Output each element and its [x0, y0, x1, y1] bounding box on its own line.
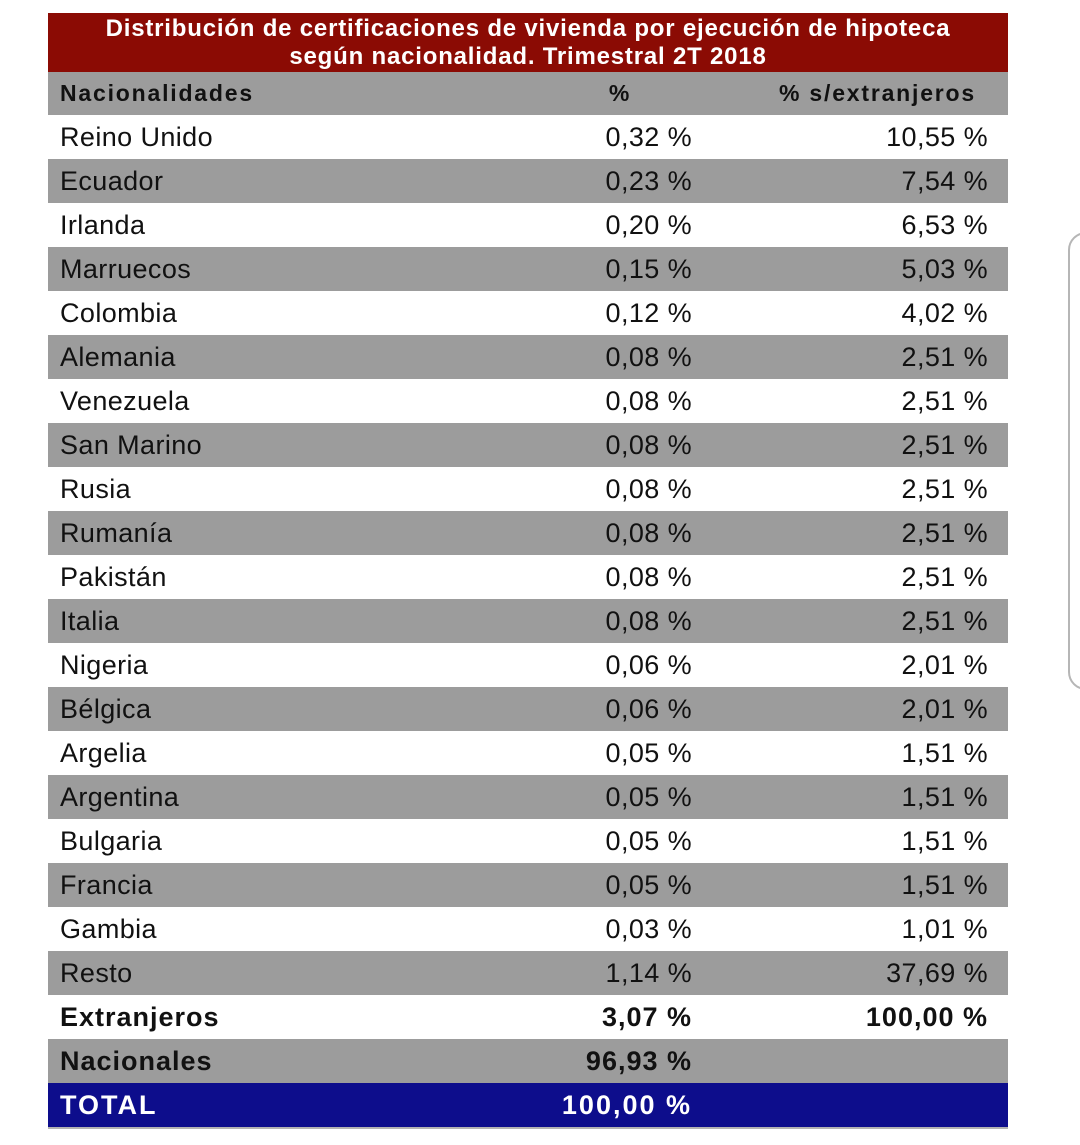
nationality-cell: Ecuador [60, 165, 164, 196]
nationality-cell: Resto [60, 957, 133, 988]
table-row [48, 819, 1008, 863]
nationality-cell: Alemania [60, 341, 176, 372]
pct-extranjeros-cell: 1,51 % [901, 825, 988, 856]
pct-extranjeros-cell: 6,53 % [901, 209, 988, 240]
pct-extranjeros-cell: 1,51 % [901, 869, 988, 900]
nationality-cell: Extranjeros [60, 1001, 220, 1032]
nationality-cell: TOTAL [60, 1089, 158, 1120]
pct-cell: 0,08 % [605, 341, 692, 372]
table-row [48, 379, 1008, 423]
pct-extranjeros-cell: 100,00 % [865, 1001, 988, 1032]
pct-cell: 0,06 % [605, 649, 692, 680]
pct-cell: 0,05 % [605, 825, 692, 856]
table-body [48, 115, 1008, 1129]
table-header-row [48, 72, 1008, 115]
table-row [48, 511, 1008, 555]
pct-cell: 0,32 % [605, 121, 692, 152]
nationality-cell: Nigeria [60, 649, 149, 680]
table-row [48, 995, 1008, 1039]
pct-cell: 100,00 % [561, 1089, 692, 1120]
nationality-cell: Pakistán [60, 561, 167, 592]
pct-extranjeros-cell: 2,01 % [901, 649, 988, 680]
nationality-cell: Rumanía [60, 517, 173, 548]
column-header-pct-extranjeros: % s/extranjeros [778, 80, 976, 106]
pct-cell: 0,08 % [605, 429, 692, 460]
nationality-cell: Francia [60, 869, 153, 900]
nationality-table [48, 13, 1008, 1129]
pct-extranjeros-cell: 2,51 % [901, 341, 988, 372]
pct-cell: 0,05 % [605, 869, 692, 900]
nationality-cell: Bélgica [60, 693, 152, 724]
nationality-cell: Argentina [60, 781, 180, 812]
pct-extranjeros-cell: 5,03 % [901, 253, 988, 284]
pct-extranjeros-cell: 2,51 % [901, 429, 988, 460]
pct-extranjeros-cell: 37,69 % [886, 957, 988, 988]
nationality-cell: Irlanda [60, 209, 146, 240]
nationality-cell: Marruecos [60, 253, 192, 284]
pct-cell: 0,08 % [605, 605, 692, 636]
pct-cell: 0,12 % [605, 297, 692, 328]
table-title [48, 13, 1008, 72]
pct-cell: 0,20 % [605, 209, 692, 240]
pct-cell: 0,06 % [605, 693, 692, 724]
table-row [48, 1039, 1008, 1083]
pct-extranjeros-cell: 7,54 % [901, 165, 988, 196]
pct-cell: 0,23 % [605, 165, 692, 196]
table-row [48, 467, 1008, 511]
nationality-cell: Italia [60, 605, 120, 636]
pct-extranjeros-cell: 2,51 % [901, 561, 988, 592]
pct-cell: 0,08 % [605, 561, 692, 592]
table-title-line1: Distribución de certificaciones de vivienda por ejecución de hipoteca [105, 14, 951, 42]
table-row [48, 159, 1008, 203]
nationality-cell: Rusia [60, 473, 132, 504]
nationality-cell: Reino Unido [60, 121, 213, 152]
pct-cell: 0,03 % [605, 913, 692, 944]
pct-cell: 0,15 % [605, 253, 692, 284]
pct-extranjeros-cell: 2,51 % [901, 517, 988, 548]
pct-extranjeros-cell: 2,51 % [901, 473, 988, 504]
table-row [48, 423, 1008, 467]
pct-extranjeros-cell: 1,51 % [901, 781, 988, 812]
table-row [48, 951, 1008, 995]
nationality-cell: Gambia [60, 913, 157, 944]
column-header-nacionalidades: Nacionalidades [60, 80, 254, 106]
column-header-pct: % [608, 80, 632, 106]
table-row [48, 247, 1008, 291]
nationality-cell: San Marino [60, 429, 203, 460]
pct-extranjeros-cell: 1,01 % [901, 913, 988, 944]
pct-cell: 96,93 % [585, 1045, 692, 1076]
pct-extranjeros-cell: 4,02 % [901, 297, 988, 328]
nationality-cell: Bulgaria [60, 825, 163, 856]
table-row [48, 775, 1008, 819]
table-row [48, 1083, 1008, 1129]
pct-cell: 3,07 % [601, 1001, 692, 1032]
table-row [48, 555, 1008, 599]
pct-cell: 0,05 % [605, 737, 692, 768]
pct-cell: 0,08 % [605, 473, 692, 504]
pct-extranjeros-cell: 2,51 % [901, 385, 988, 416]
pct-extranjeros-cell: 2,51 % [901, 605, 988, 636]
table-row [48, 599, 1008, 643]
nationality-cell: Nacionales [60, 1045, 213, 1076]
pct-extranjeros-cell: 10,55 % [886, 121, 988, 152]
nationality-cell: Colombia [60, 297, 178, 328]
pct-extranjeros-cell: 1,51 % [901, 737, 988, 768]
table-row [48, 687, 1008, 731]
pct-extranjeros-cell: 2,01 % [901, 693, 988, 724]
pct-cell: 0,08 % [605, 517, 692, 548]
table-row [48, 115, 1008, 159]
pct-cell: 0,08 % [605, 385, 692, 416]
nationality-cell: Argelia [60, 737, 147, 768]
table-row [48, 907, 1008, 951]
table-row [48, 863, 1008, 907]
nationality-cell: Venezuela [60, 385, 190, 416]
table-row [48, 731, 1008, 775]
pct-cell: 1,14 % [605, 957, 692, 988]
table-title-line2: según nacionalidad. Trimestral 2T 2018 [289, 42, 767, 70]
table-row [48, 335, 1008, 379]
table-row [48, 643, 1008, 687]
pct-cell: 0,05 % [605, 781, 692, 812]
table-row [48, 203, 1008, 247]
edge-panel-handle[interactable] [1068, 232, 1080, 690]
table-row [48, 291, 1008, 335]
